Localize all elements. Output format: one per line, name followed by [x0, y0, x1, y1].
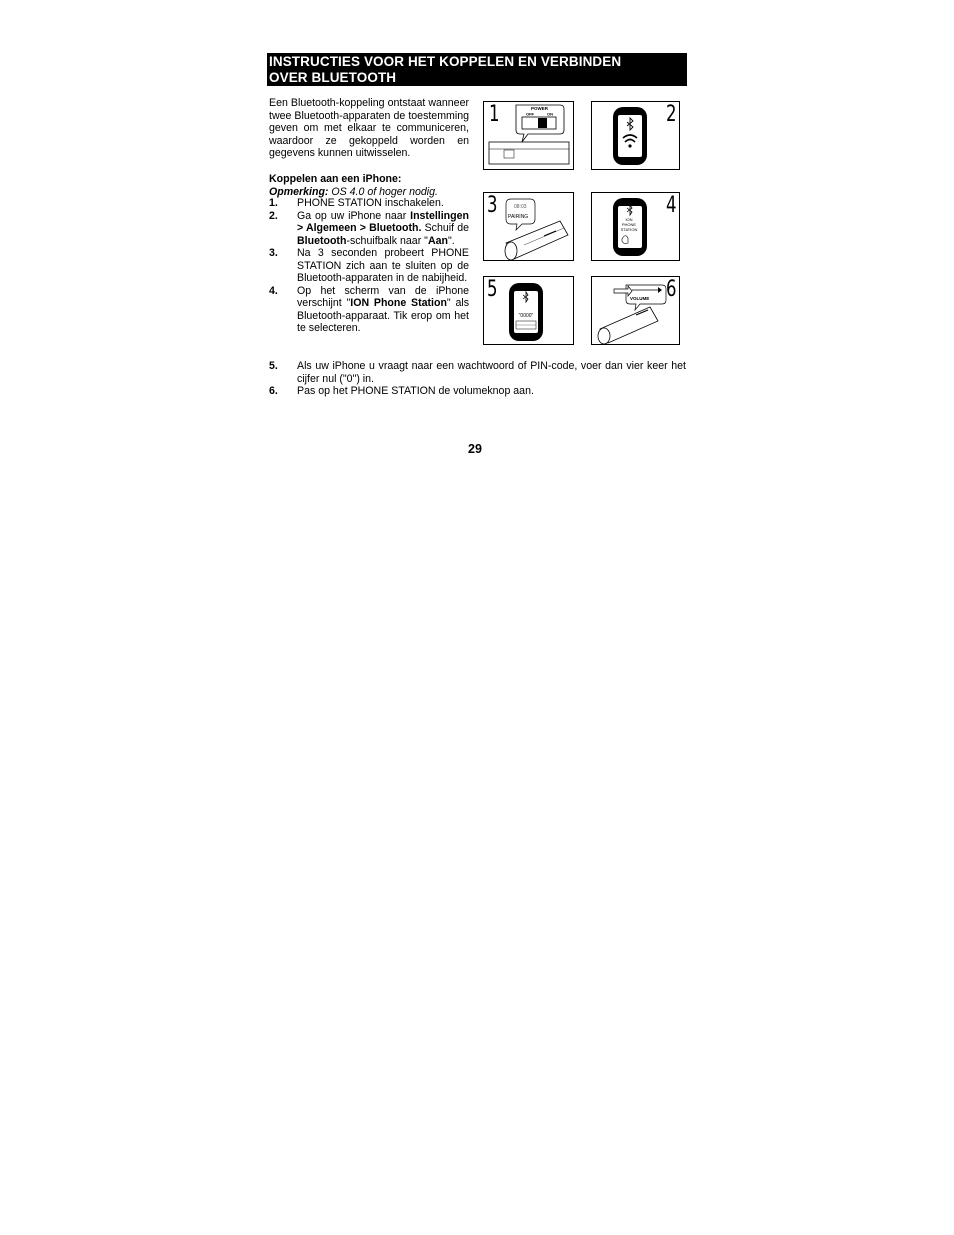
step-number: 1. — [269, 197, 278, 209]
step-text: Na 3 seconden probeert PHONE STATION zich aan te sluiten op de Bluetooth-apparaten in de nabijheid. — [297, 247, 469, 284]
device-line-1: ION — [625, 217, 633, 222]
step-text: -schuifbalk naar " — [346, 234, 428, 247]
figure-number: 4 — [666, 193, 677, 218]
time-readout: 08:03 — [514, 204, 527, 210]
step-bold-path: Instellingen > Algemeen > Bluetooth. — [297, 209, 469, 234]
step-number: 4. — [269, 284, 278, 297]
figure-2-bluetooth-on — [591, 101, 680, 170]
power-label: POWER — [531, 106, 549, 111]
figure-number: 3 — [487, 193, 498, 218]
section-heading — [267, 53, 687, 86]
step-text: Pas op het PHONE STATION de volumeknop aan. — [297, 385, 534, 397]
step-number: 5. — [269, 360, 278, 372]
step-bold-on: Aan — [427, 234, 448, 247]
pairing-illustration — [484, 193, 575, 262]
figure-number: 2 — [666, 102, 677, 127]
step-number: 2. — [269, 209, 278, 222]
page-number: 29 — [468, 442, 482, 456]
intro-paragraph: Een Bluetooth-koppeling ontstaat wanneer twee Bluetooth-apparaten de toestemming geven om met elkaar te communiceren, waardoor ze gekoppeld worden en gegevens kunnen uitwisselen. — [269, 97, 469, 159]
off-label: OFF — [526, 111, 534, 117]
step-text: Ga op uw iPhone naar — [297, 209, 411, 222]
list-item — [269, 385, 686, 398]
iphone-subsection — [269, 173, 479, 198]
note-label: Opmerking: — [269, 185, 329, 198]
volume-label: VOLUME — [630, 296, 650, 301]
figure-5-pin-code — [483, 276, 574, 345]
pairing-readout: PAIRING — [508, 214, 529, 220]
list-item — [269, 360, 686, 385]
step-text: Schuif de — [421, 222, 469, 234]
step-number: 6. — [269, 385, 278, 397]
steps-list-wide — [269, 360, 686, 398]
figure-1-power-switch — [483, 101, 574, 170]
phone-illustration — [484, 277, 575, 346]
heading-line-2: OVER BLUETOOTH — [269, 69, 397, 85]
figure-3-pairing — [483, 192, 574, 261]
pin-code: "0000" — [518, 313, 534, 319]
step-text: Op het scherm van de iPhone verschijnt " — [297, 284, 469, 309]
step-bold-device: ION Phone Station — [350, 297, 447, 309]
step-text: " als Bluetooth-apparaat. Tik erop om het te selecteren. — [297, 297, 469, 334]
step-text: ". — [447, 234, 455, 247]
figure-number: 6 — [666, 277, 677, 302]
step-bold-bluetooth: Bluetooth — [297, 234, 347, 247]
pointer-arrow-icon — [614, 286, 632, 296]
step-text: PHONE STATION inschakelen. — [297, 197, 444, 209]
figure-4-device-list — [591, 192, 680, 261]
step-number: 3. — [269, 247, 278, 259]
note-text: OS 4.0 of hoger nodig. — [328, 185, 438, 198]
step-text: Als uw iPhone u vraagt naar een wachtwoord of PIN-code, voer dan vier keer het cijfer nul ("0") in. — [297, 360, 686, 385]
device-line-3: STATION — [620, 227, 638, 232]
subsection-title: Koppelen aan een iPhone: — [269, 173, 402, 185]
figure-number: 1 — [489, 102, 500, 127]
list-item — [269, 210, 469, 248]
list-item — [269, 247, 469, 285]
list-item — [269, 285, 469, 335]
device-line-2: PHONE — [621, 222, 637, 227]
heading-line-1: INSTRUCTIES VOOR HET KOPPELEN EN VERBINDEN — [269, 54, 622, 69]
steps-list-narrow — [269, 197, 469, 335]
on-label: ON — [547, 111, 553, 117]
figure-6-volume — [591, 276, 680, 345]
figure-number: 5 — [487, 277, 498, 302]
list-item — [269, 197, 469, 210]
